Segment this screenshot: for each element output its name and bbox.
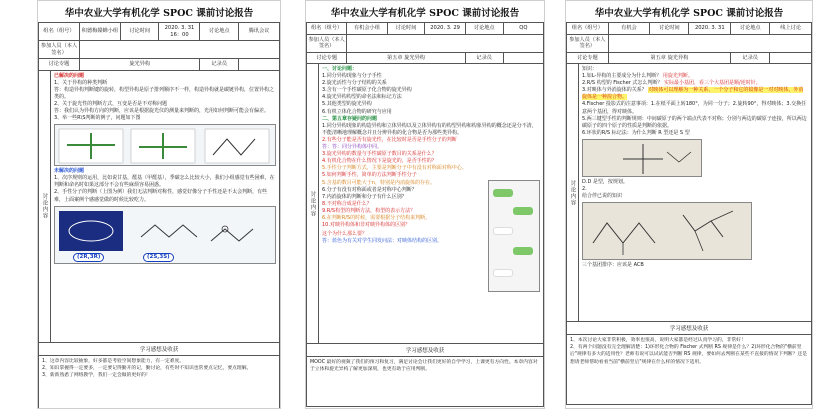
knowledge-3-q: 3.对映体与外消旋体的关系？ [582,87,647,94]
hand-note-2: 三个基团排序：应该是 ACB [582,262,644,269]
discussion-section [566,64,812,322]
problem-9: 9.R/S构型的判断方法，构型的表示方法？ [322,207,416,214]
discussion-section [38,71,280,343]
recorder-value [239,59,280,71]
problem-10: 10.对映异构体和非对映异构体的区别？ [322,222,410,229]
participants-value [347,34,544,52]
problem-6: 6.分子有没有对称面或者是对称中心判断？ [322,186,417,193]
recorder-value [503,52,543,64]
unsolved-1: 1、次序规则的运用，比如说甘基，醛基（甲醛基），季碳怎么比较大小，我们小组感觉有些困难，在判断和命名时如果这部分不会有些麻烦容易困惑。 [54,175,275,189]
discussion-section [306,64,544,344]
last-question: 这个为什么那么要？ [322,231,368,238]
discussion-content [319,64,543,343]
document-title: 华中农业大学有机化学 SPOC 课前讨论报告 [330,8,520,19]
discussion-content [51,71,279,342]
question-d: D.D 是型，按规划。 [582,178,628,185]
summary-line-1: 1、本次讨论大家非常积极，效率也很高，说明大家都是经过认真学习的，非常好！ [570,338,746,343]
unsolved-title: 未解决的问题 [54,168,85,175]
time-value: 2020. 3. 31 16：00 [159,23,200,41]
place-label: 讨论地点 [731,23,770,35]
group-label: 组名（组号） [39,23,80,41]
participants-label: 参加人员（本人签名） [39,41,80,59]
handwritten-photo-1 [582,139,702,177]
knowledge-3-a: 对映体可以理解为一种关系，一个分子和它的镜像是一对对映体，外消旋体是一种混合物。 [582,87,804,101]
side-label: 讨论内容 [307,64,319,343]
problem-7: 7.内消旋体的判断和分子有什么区别？ [322,193,407,200]
handwritten-structure-1 [583,140,702,177]
place-value: QQ [503,23,543,35]
time-value: 2020. 3. 31 [689,23,731,35]
knowledge-1-a: 用旋光判断。 [662,73,693,80]
chat-screenshot [488,180,540,292]
handwritten-structure-2 [583,203,752,260]
outline-5: 5.其他类型的旋光异构 [322,101,372,108]
answer-2: 答：我们认为异构方向的判断，应该是根据旋光仪的测量来判断的，光用如何判断可能会有偏差。 [54,107,270,114]
topic-value: 旋光异构 [79,59,199,71]
last-answer: 答：蓝色为有关对学生同发问法：对映体结构的区别。 [322,238,443,245]
time-label: 讨论时间 [120,23,159,41]
config-tag-2r3r: (2R,3R) [73,253,104,263]
unsolved-2: 2、手性分子的判断（上图为例）我们无法判断对称性，感觉好像分子手性还是不太会判断，有些难，上面案例个感感觉做的时候比较吃力。 [54,189,268,203]
summary-title: 学习感想及收获 [566,322,812,335]
recorder-label: 记录员 [465,52,503,64]
example-image-1 [54,124,276,166]
summary-body [566,335,812,405]
chat-bubble [493,269,513,277]
hand-q: 2. [582,186,587,193]
problem-3: 3.旋光异构的数量与手性碳原子数目的关系是什么？ [322,151,437,158]
participants-label: 参加人员（本人签名） [567,34,609,52]
example-image-2 [54,206,276,264]
red-question-3: 6.在判断R/S的时候，需要根据分子结构来判断。 [322,214,431,221]
side-label: 讨论内容 [39,71,51,342]
report-document-1 [37,0,281,409]
summary-line-3: 3、新新熟悉了网络教学，我们一定会做的更好的！ [42,372,151,378]
red-question-1: 5.手性分子判断方式，主要是判断分子中有没有对称面对称中心。 [322,165,467,172]
solved-title: 已解决的问题 [54,72,85,79]
topic-value: 第五章 旋光异构 [608,52,730,64]
knowledge-3 [582,87,808,101]
question-3: 3、举一些R\S判断的例子，问题如下图 [54,115,141,122]
meta-table [38,22,280,71]
summary-title: 学习感想及收获 [306,344,544,357]
discussion-content [579,64,811,321]
place-value: 腾讯会议 [239,23,280,41]
summary-line-2: 2、知识掌握得一定要多，一定要记得勤开的记，勤讨论，有些时不知识也常要点记忆，要点理解。 [42,365,252,371]
knowledge-4: 4.Fischer 投影式的注意事项：1.在纸平面上转180°，为同一分子；2.旋转90°，得对映体；3.交换任意两个基团，得对映体。 [582,101,807,115]
participants-label: 参加人员（本人签名） [307,34,347,52]
knowledge-5: 5.两三键型手性的判断规则：中间碳原子的两个端点代表不对称；分别与两边的碳原子连接，所以两边碳原子的四个原子的性质是判断的依据。 [582,115,807,129]
time-value: 2020. 3. 29 [425,23,465,35]
outline-2: 2.旋光活性与分子结构的关系 [322,80,387,87]
group-label: 组名（组号） [567,23,609,35]
group-label: 组名（组号） [307,23,347,35]
chat-bubble [493,227,513,235]
group-value: 有机会 [608,23,650,35]
knowledge-2-a: 实际最小基团，看三个大基团是顺/逆时针。 [664,80,761,87]
participants-value [608,34,811,52]
summary-body [38,356,280,409]
participants-value [79,41,279,59]
document-title: 华中农业大学有机化学 SPOC 课前讨论报告 [64,8,254,19]
red-question-2: 5.含基的数目可能大于n，特别是内消旋体的存在。 [322,179,435,186]
problem-1: 1.同分异构现象的构造异构和立体异构以及立体异构有的构型异构和构象异构的概念还是分不清，不能清晰地理解概念并且分辨异构的化合物是否为那些类异构。 [322,122,537,136]
summary-line-1: MOOC 最好的视频了我们的预习和复习，满足讨论会让我们更好的自学学习，上课更有方向性。本章内容对于立体和旋光异构了解更加深刻，也更有助于应用判断。 [310,360,538,373]
report-document-2 [305,0,545,409]
outline-3: 3.含有一个手性碳原子化合物的旋光异构 [322,87,412,94]
meta-table [566,22,812,64]
report-document-3 [565,0,813,409]
answer-1: 答：答：同分异构体中同。 [322,144,383,151]
summary-body [306,357,544,407]
meta-table [306,22,544,64]
topic-label: 讨论专题 [39,59,80,71]
problem-8: 8.不对称合成是什么？ [322,200,372,207]
group-value: 积德梅赣蝉小组 [79,23,120,41]
molecule-drawing-1 [55,125,275,166]
problem-2: 2.有些分子能是否有旋光性，在比较时是否是手性分子的判断 [322,136,457,143]
place-value: 线上讨论 [770,23,812,35]
chat-bubble [513,247,533,255]
recorder-label: 记录员 [200,59,239,71]
knowledge-1-q: 1.如L-异构的主要成分为什么判断？ [582,73,662,80]
time-label: 讨论时间 [650,23,689,35]
question-2: 2、关于旋光性的判断方式，互变是否是不对称问题 [54,100,168,107]
place-label: 讨论地点 [200,23,239,41]
place-label: 讨论地点 [465,23,503,35]
outline-1: 1.同分异构现象与分子手性 [322,73,382,80]
summary-line-1: 1、这章内容比较抽象，好多都是考验空间想象能力，有一定难度。 [42,358,185,364]
recorder-label: 记录员 [731,52,770,64]
side-label: 讨论内容 [567,64,579,321]
problem-4: 4.有机化合物在什么情况下是旋光的，是否手性的？ [322,158,437,165]
topic-value: 第五章 旋光异构 [347,52,465,64]
intro: 知识： [582,66,598,72]
chat-bubble [513,207,533,215]
document-title: 华中农业大学有机化学 SPOC 课前讨论报告 [594,8,784,19]
question-1: 1、关于异构的种类判断 [54,79,108,86]
summary-line-2: 2、有两个问题没有完全理解清楚：1)环形化合物的 Fischer 式判断 RS 规律是什么？2)环形化合物的"横前竖后"规律有多大的适用性？老师有说可以试试能否判断 RS 规律，要如何去判断在某些不直接的情况下判断？还是想请老师帮助看看当前"横前竖后"规律在什么样的情况下适用。 [570,345,808,365]
outline-6: 6.有机立体化合物的研究与应用 [322,108,392,115]
time-label: 讨论时间 [387,23,425,35]
chat-bubble [493,189,513,197]
outline-4: 4.旋光异构构型的命名法和标记方法 [322,94,402,101]
problem-5: 5.如何判断手性，简单的方法判断手性分子 [322,172,417,179]
config-tag-2s3s: (2S,3S) [143,253,174,263]
hand-note-1: 给合伴已说的知识 [582,193,623,200]
group-value: 有机会小组 [347,23,387,35]
section-2-title: 二、第五章存疑问的问题 [322,115,378,122]
answer-1: 答：构造异构判断键的旋转，构型异构是原子排列顺序不一样，构造异构就是碳链异构，位置异构之类的。 [54,86,275,100]
knowledge-6: 6.环状的R/S 标记法：为什么判断 R 型还是 S 型 [582,129,690,136]
summary-title: 学习感想及收获 [38,343,280,356]
topic-label: 讨论专题 [567,52,609,64]
handwritten-photo-2 [582,202,752,260]
outline-title: 一、讨论问题： [322,66,358,72]
recorder-value [770,52,812,64]
knowledge-2-q: 2.R/S 构型的 Fischer 式怎么判断？ [582,80,663,87]
topic-label: 讨论专题 [307,52,347,64]
